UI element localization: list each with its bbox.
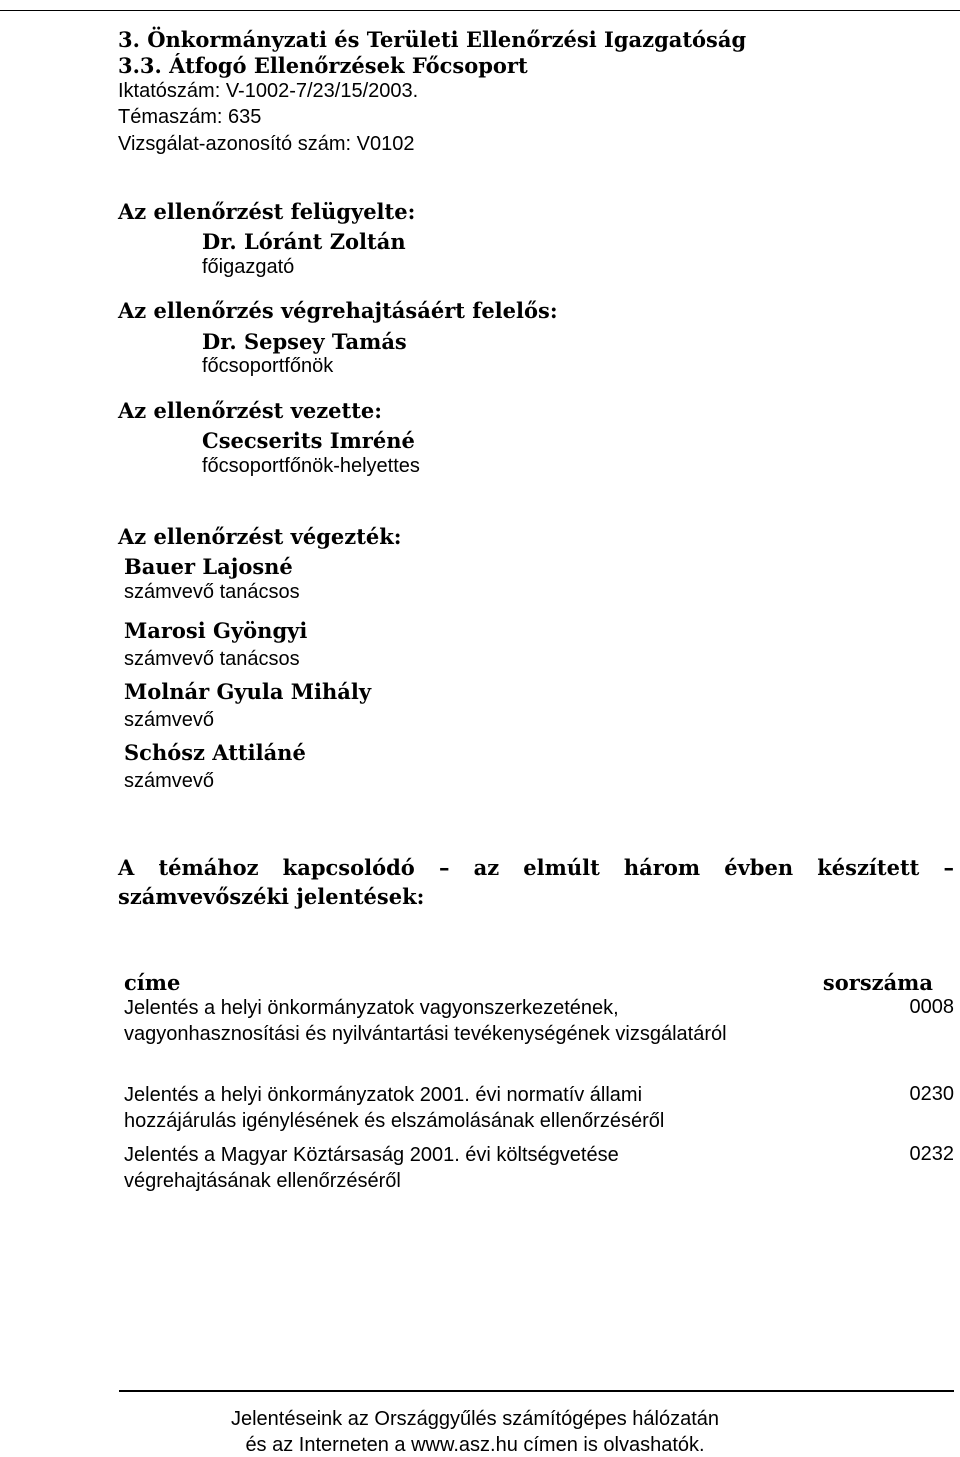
top-rule <box>0 10 960 11</box>
leader-name: Csecserits Imréné <box>202 428 415 453</box>
auditor-role: számvevő <box>124 709 215 731</box>
supervisor-role: főigazgató <box>202 256 295 278</box>
reports-heading: A témához kapcsolódó – az elmúlt három évben készített – <box>118 855 954 880</box>
auditor-name: Bauer Lajosné <box>124 554 293 579</box>
performed-label: Az ellenőrzést végezték: <box>118 524 402 549</box>
column-header-number: sorszáma <box>822 970 933 995</box>
report-title: Jelentés a helyi önkormányzatok vagyonszerkezetének, vagyonhasznosítási és nyilvántartási tevékenységének vizsgálatáról <box>124 997 727 1045</box>
footer-line-2: és az Interneten a www.asz.hu címen is olvashatók. <box>245 1434 705 1456</box>
group-line: 3.3. Átfogó Ellenőrzések Főcsoport <box>118 53 528 78</box>
supervised-label: Az ellenőrzést felügyelte: <box>118 199 416 224</box>
topic-number: Témaszám: 635 <box>118 106 262 128</box>
footer-rule <box>119 1390 954 1392</box>
auditor-role: számvevő tanácsos <box>124 581 300 603</box>
report-title: Jelentés a helyi önkormányzatok 2001. évi normatív állami hozzájárulás igénylésének és elszámolásának ellenőrzéséről <box>124 1084 665 1132</box>
column-header-title: címe <box>124 970 181 995</box>
org-line: 3. Önkormányzati és Területi Ellenőrzési Igazgatóság <box>118 27 747 52</box>
auditor-role: számvevő <box>124 770 215 792</box>
report-number: 0230 <box>909 1083 954 1105</box>
responsible-role: főcsoportfőnök <box>202 355 334 377</box>
report-number: 0008 <box>909 996 954 1018</box>
leader-role: főcsoportfőnök-helyettes <box>202 455 420 477</box>
file-number: Iktatószám: V-1002-7/23/15/2003. <box>118 80 419 102</box>
report-number: 0232 <box>909 1143 954 1165</box>
auditor-name: Schósz Attiláné <box>124 740 306 765</box>
report-title: Jelentés a Magyar Köztársaság 2001. évi költségvetése végrehajtásának ellenőrzéséről <box>124 1144 619 1192</box>
responsible-label: Az ellenőrzés végrehajtásáért felelős: <box>118 298 558 323</box>
auditor-role: számvevő tanácsos <box>124 648 300 670</box>
supervisor-name: Dr. Lóránt Zoltán <box>202 229 406 254</box>
auditor-name: Molnár Gyula Mihály <box>124 679 372 704</box>
responsible-name: Dr. Sepsey Tamás <box>202 329 407 354</box>
reports-heading-line2: számvevőszéki jelentések: <box>118 884 425 909</box>
audit-id: Vizsgálat-azonosító szám: V0102 <box>118 133 415 155</box>
led-label: Az ellenőrzést vezette: <box>118 398 383 423</box>
footer-line-1: Jelentéseink az Országgyűlés számítógépes hálózatán <box>230 1408 720 1430</box>
auditor-name: Marosi Gyöngyi <box>124 618 308 643</box>
